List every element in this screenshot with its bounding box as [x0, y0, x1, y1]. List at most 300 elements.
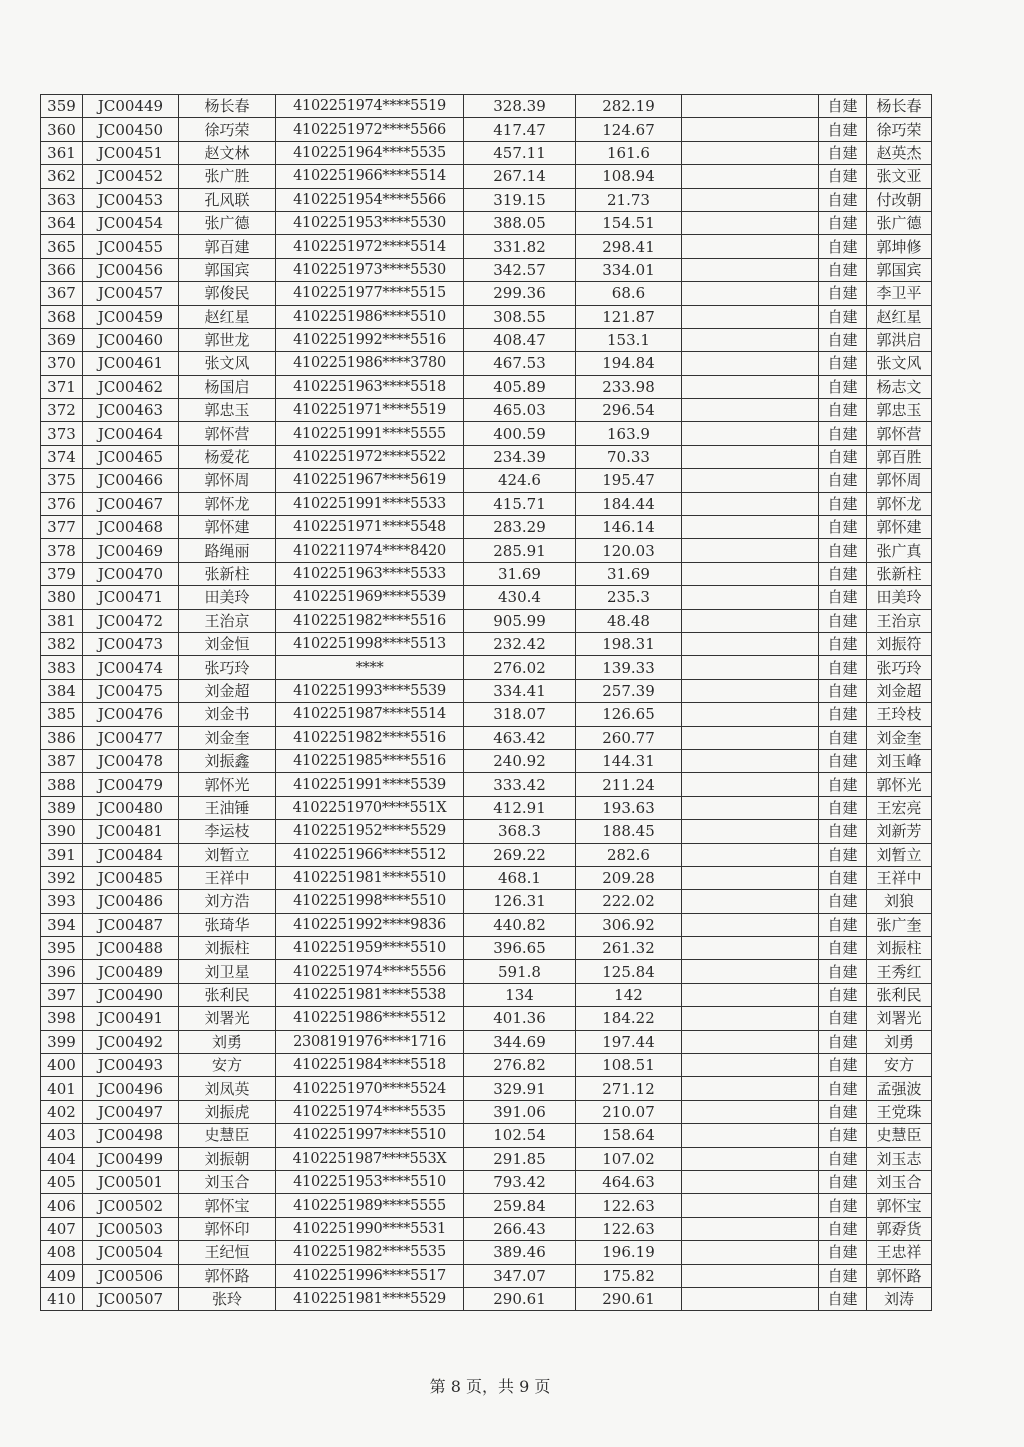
area-total-cell: 333.42 [464, 773, 576, 796]
builder-name-cell: 张文亚 [867, 165, 932, 188]
row-number-cell: 367 [41, 282, 83, 305]
area-total-cell: 408.47 [464, 328, 576, 351]
build-type-cell: 自建 [819, 1054, 867, 1077]
id-number-cell: 4102251986****5510 [276, 305, 464, 328]
record-code-cell: JC00476 [83, 703, 179, 726]
area-second-cell: 261.32 [576, 937, 682, 960]
owner-name-cell: 刘振朝 [179, 1147, 276, 1170]
remark-cell [682, 749, 819, 772]
area-total-cell: 299.36 [464, 282, 576, 305]
area-second-cell: 121.87 [576, 305, 682, 328]
row-number-cell: 404 [41, 1147, 83, 1170]
build-type-cell: 自建 [819, 866, 867, 889]
table-row [41, 679, 932, 702]
builder-name-cell: 郭坤修 [867, 235, 932, 258]
builder-name-cell: 刘暂立 [867, 843, 932, 866]
row-number-cell: 381 [41, 609, 83, 632]
row-number-cell: 400 [41, 1054, 83, 1077]
table-row [41, 1030, 932, 1053]
area-total-cell: 259.84 [464, 1194, 576, 1217]
record-code-cell: JC00454 [83, 211, 179, 234]
remark-cell [682, 679, 819, 702]
record-code-cell: JC00498 [83, 1124, 179, 1147]
owner-name-cell: 郭百建 [179, 235, 276, 258]
row-number-cell: 387 [41, 749, 83, 772]
build-type-cell: 自建 [819, 1287, 867, 1310]
owner-name-cell: 杨长春 [179, 95, 276, 118]
area-total-cell: 329.91 [464, 1077, 576, 1100]
build-type-cell: 自建 [819, 282, 867, 305]
area-total-cell: 368.3 [464, 820, 576, 843]
row-number-cell: 388 [41, 773, 83, 796]
area-total-cell: 102.54 [464, 1124, 576, 1147]
area-second-cell: 139.33 [576, 656, 682, 679]
area-second-cell: 48.48 [576, 609, 682, 632]
record-code-cell: JC00492 [83, 1030, 179, 1053]
id-number-cell: 4102251982****5516 [276, 609, 464, 632]
table-row [41, 516, 932, 539]
table-row [41, 820, 932, 843]
id-number-cell: 4102251970****551X [276, 796, 464, 819]
record-code-cell: JC00480 [83, 796, 179, 819]
remark-cell [682, 492, 819, 515]
id-number-cell: 4102251991****5539 [276, 773, 464, 796]
id-number-cell: 4102251990****5531 [276, 1217, 464, 1240]
area-total-cell: 388.05 [464, 211, 576, 234]
row-number-cell: 392 [41, 866, 83, 889]
area-total-cell: 396.65 [464, 937, 576, 960]
remark-cell [682, 399, 819, 422]
area-total-cell: 389.46 [464, 1241, 576, 1264]
id-number-cell: 4102251998****5513 [276, 632, 464, 655]
table-row [41, 1241, 932, 1264]
build-type-cell: 自建 [819, 539, 867, 562]
build-type-cell: 自建 [819, 328, 867, 351]
remark-cell [682, 1030, 819, 1053]
area-second-cell: 211.24 [576, 773, 682, 796]
id-number-cell: 4102251986****5512 [276, 1007, 464, 1030]
remark-cell [682, 1124, 819, 1147]
remark-cell [682, 820, 819, 843]
table-row [41, 1194, 932, 1217]
builder-name-cell: 王党珠 [867, 1100, 932, 1123]
table-row [41, 539, 932, 562]
build-type-cell: 自建 [819, 983, 867, 1006]
area-total-cell: 391.06 [464, 1100, 576, 1123]
area-total-cell: 328.39 [464, 95, 576, 118]
owner-name-cell: 王祥中 [179, 866, 276, 889]
build-type-cell: 自建 [819, 1170, 867, 1193]
id-number-cell: 4102251991****5533 [276, 492, 464, 515]
table-row [41, 843, 932, 866]
area-second-cell: 126.65 [576, 703, 682, 726]
area-total-cell: 290.61 [464, 1287, 576, 1310]
record-code-cell: JC00468 [83, 516, 179, 539]
row-number-cell: 396 [41, 960, 83, 983]
table-row [41, 1264, 932, 1287]
record-code-cell: JC00471 [83, 586, 179, 609]
table-row [41, 913, 932, 936]
record-code-cell: JC00486 [83, 890, 179, 913]
id-number-cell: 4102251981****5538 [276, 983, 464, 1006]
row-number-cell: 398 [41, 1007, 83, 1030]
record-code-cell: JC00477 [83, 726, 179, 749]
table-row [41, 1077, 932, 1100]
builder-name-cell: 杨长春 [867, 95, 932, 118]
row-number-cell: 363 [41, 188, 83, 211]
remark-cell [682, 539, 819, 562]
build-type-cell: 自建 [819, 609, 867, 632]
build-type-cell: 自建 [819, 1217, 867, 1240]
record-code-cell: JC00450 [83, 118, 179, 141]
area-total-cell: 347.07 [464, 1264, 576, 1287]
build-type-cell: 自建 [819, 960, 867, 983]
owner-name-cell: 李运枝 [179, 820, 276, 843]
record-code-cell: JC00457 [83, 282, 179, 305]
remark-cell [682, 913, 819, 936]
id-number-cell: **** [276, 656, 464, 679]
build-type-cell: 自建 [819, 1100, 867, 1123]
builder-name-cell: 郭怀周 [867, 469, 932, 492]
owner-name-cell: 郭国宾 [179, 258, 276, 281]
area-second-cell: 260.77 [576, 726, 682, 749]
record-code-cell: JC00460 [83, 328, 179, 351]
remark-cell [682, 726, 819, 749]
area-second-cell: 195.47 [576, 469, 682, 492]
remark-cell [682, 95, 819, 118]
area-total-cell: 318.07 [464, 703, 576, 726]
table-row [41, 328, 932, 351]
owner-name-cell: 杨爱花 [179, 445, 276, 468]
builder-name-cell: 赵英杰 [867, 141, 932, 164]
build-type-cell: 自建 [819, 492, 867, 515]
area-total-cell: 344.69 [464, 1030, 576, 1053]
area-second-cell: 210.07 [576, 1100, 682, 1123]
area-total-cell: 283.29 [464, 516, 576, 539]
builder-name-cell: 郭百胜 [867, 445, 932, 468]
id-number-cell: 4102251974****5519 [276, 95, 464, 118]
owner-name-cell: 刘勇 [179, 1030, 276, 1053]
id-number-cell: 4102251992****5516 [276, 328, 464, 351]
area-second-cell: 188.45 [576, 820, 682, 843]
remark-cell [682, 188, 819, 211]
owner-name-cell: 刘凤英 [179, 1077, 276, 1100]
area-total-cell: 331.82 [464, 235, 576, 258]
remark-cell [682, 562, 819, 585]
record-code-cell: JC00470 [83, 562, 179, 585]
record-code-cell: JC00491 [83, 1007, 179, 1030]
area-total-cell: 793.42 [464, 1170, 576, 1193]
area-second-cell: 235.3 [576, 586, 682, 609]
id-number-cell: 4102251963****5533 [276, 562, 464, 585]
id-number-cell: 4102251954****5566 [276, 188, 464, 211]
table-row [41, 749, 932, 772]
build-type-cell: 自建 [819, 445, 867, 468]
area-second-cell: 282.6 [576, 843, 682, 866]
area-total-cell: 417.47 [464, 118, 576, 141]
id-number-cell: 2308191976****1716 [276, 1030, 464, 1053]
table-row [41, 258, 932, 281]
owner-name-cell: 郭怀路 [179, 1264, 276, 1287]
table-row [41, 422, 932, 445]
area-total-cell: 232.42 [464, 632, 576, 655]
area-second-cell: 120.03 [576, 539, 682, 562]
row-number-cell: 374 [41, 445, 83, 468]
remark-cell [682, 586, 819, 609]
remark-cell [682, 1100, 819, 1123]
builder-name-cell: 刘金奎 [867, 726, 932, 749]
owner-name-cell: 郭世龙 [179, 328, 276, 351]
builder-name-cell: 孟强波 [867, 1077, 932, 1100]
owner-name-cell: 刘玉合 [179, 1170, 276, 1193]
remark-cell [682, 305, 819, 328]
page-footer: 第 8 页，共 9 页 [429, 1377, 551, 1396]
remark-cell [682, 609, 819, 632]
record-code-cell: JC00474 [83, 656, 179, 679]
record-code-cell: JC00490 [83, 983, 179, 1006]
area-second-cell: 122.63 [576, 1217, 682, 1240]
id-number-cell: 4102251987****553X [276, 1147, 464, 1170]
row-number-cell: 378 [41, 539, 83, 562]
owner-name-cell: 张文风 [179, 352, 276, 375]
build-type-cell: 自建 [819, 141, 867, 164]
area-total-cell: 240.92 [464, 749, 576, 772]
builder-name-cell: 刘玉志 [867, 1147, 932, 1170]
area-total-cell: 400.59 [464, 422, 576, 445]
table-row [41, 445, 932, 468]
remark-cell [682, 1287, 819, 1310]
remark-cell [682, 890, 819, 913]
table-row [41, 726, 932, 749]
build-type-cell: 自建 [819, 890, 867, 913]
table-row [41, 352, 932, 375]
table-row [41, 141, 932, 164]
builder-name-cell: 郭怀营 [867, 422, 932, 445]
remark-cell [682, 235, 819, 258]
owner-name-cell: 王油锤 [179, 796, 276, 819]
build-type-cell: 自建 [819, 118, 867, 141]
area-total-cell: 467.53 [464, 352, 576, 375]
row-number-cell: 385 [41, 703, 83, 726]
row-number-cell: 379 [41, 562, 83, 585]
owner-name-cell: 刘金奎 [179, 726, 276, 749]
id-number-cell: 4102251966****5514 [276, 165, 464, 188]
owner-name-cell: 郭怀建 [179, 516, 276, 539]
record-code-cell: JC00461 [83, 352, 179, 375]
build-type-cell: 自建 [819, 188, 867, 211]
row-number-cell: 370 [41, 352, 83, 375]
build-type-cell: 自建 [819, 1264, 867, 1287]
id-number-cell: 4102211974****8420 [276, 539, 464, 562]
table-row [41, 211, 932, 234]
table-row [41, 165, 932, 188]
remark-cell [682, 1054, 819, 1077]
row-number-cell: 372 [41, 399, 83, 422]
id-number-cell: 4102251970****5524 [276, 1077, 464, 1100]
record-code-cell: JC00506 [83, 1264, 179, 1287]
area-total-cell: 134 [464, 983, 576, 1006]
owner-name-cell: 张玲 [179, 1287, 276, 1310]
remark-cell [682, 211, 819, 234]
remark-cell [682, 1194, 819, 1217]
id-number-cell: 4102251984****5518 [276, 1054, 464, 1077]
build-type-cell: 自建 [819, 703, 867, 726]
area-total-cell: 440.82 [464, 913, 576, 936]
table-row [41, 1100, 932, 1123]
row-number-cell: 391 [41, 843, 83, 866]
builder-name-cell: 刘新芳 [867, 820, 932, 843]
row-number-cell: 395 [41, 937, 83, 960]
table-row [41, 1287, 932, 1310]
remark-cell [682, 469, 819, 492]
build-type-cell: 自建 [819, 422, 867, 445]
owner-name-cell: 徐巧荣 [179, 118, 276, 141]
builder-name-cell: 张巧玲 [867, 656, 932, 679]
area-total-cell: 463.42 [464, 726, 576, 749]
build-type-cell: 自建 [819, 937, 867, 960]
id-number-cell: 4102251982****5535 [276, 1241, 464, 1264]
builder-name-cell: 郭国宾 [867, 258, 932, 281]
area-second-cell: 124.67 [576, 118, 682, 141]
id-number-cell: 4102251991****5555 [276, 422, 464, 445]
area-total-cell: 342.57 [464, 258, 576, 281]
id-number-cell: 4102251963****5518 [276, 375, 464, 398]
id-number-cell: 4102251972****5514 [276, 235, 464, 258]
area-second-cell: 464.63 [576, 1170, 682, 1193]
id-number-cell: 4102251997****5510 [276, 1124, 464, 1147]
build-type-cell: 自建 [819, 656, 867, 679]
remark-cell [682, 796, 819, 819]
area-total-cell: 591.8 [464, 960, 576, 983]
row-number-cell: 402 [41, 1100, 83, 1123]
build-type-cell: 自建 [819, 632, 867, 655]
builder-name-cell: 刘勇 [867, 1030, 932, 1053]
build-type-cell: 自建 [819, 773, 867, 796]
builder-name-cell: 郭孬货 [867, 1217, 932, 1240]
build-type-cell: 自建 [819, 796, 867, 819]
area-second-cell: 290.61 [576, 1287, 682, 1310]
id-number-cell: 4102251977****5515 [276, 282, 464, 305]
build-type-cell: 自建 [819, 258, 867, 281]
area-second-cell: 153.1 [576, 328, 682, 351]
id-number-cell: 4102251993****5539 [276, 679, 464, 702]
area-second-cell: 144.31 [576, 749, 682, 772]
record-code-cell: JC00463 [83, 399, 179, 422]
table-row [41, 890, 932, 913]
row-number-cell: 403 [41, 1124, 83, 1147]
builder-name-cell: 张广德 [867, 211, 932, 234]
record-code-cell: JC00478 [83, 749, 179, 772]
build-type-cell: 自建 [819, 726, 867, 749]
record-code-cell: JC00493 [83, 1054, 179, 1077]
row-number-cell: 369 [41, 328, 83, 351]
area-second-cell: 154.51 [576, 211, 682, 234]
table-row [41, 796, 932, 819]
id-number-cell: 4102251987****5514 [276, 703, 464, 726]
id-number-cell: 4102251973****5530 [276, 258, 464, 281]
row-number-cell: 406 [41, 1194, 83, 1217]
owner-name-cell: 刘金超 [179, 679, 276, 702]
table-row [41, 866, 932, 889]
area-total-cell: 267.14 [464, 165, 576, 188]
builder-name-cell: 王祥中 [867, 866, 932, 889]
row-number-cell: 362 [41, 165, 83, 188]
record-code-cell: JC00487 [83, 913, 179, 936]
row-number-cell: 375 [41, 469, 83, 492]
id-number-cell: 4102251989****5555 [276, 1194, 464, 1217]
builder-name-cell: 刘金超 [867, 679, 932, 702]
area-second-cell: 222.02 [576, 890, 682, 913]
owner-name-cell: 郭怀印 [179, 1217, 276, 1240]
area-total-cell: 285.91 [464, 539, 576, 562]
table-row [41, 983, 932, 1006]
remark-cell [682, 516, 819, 539]
id-number-cell: 4102251953****5510 [276, 1170, 464, 1193]
builder-name-cell: 郭洪启 [867, 328, 932, 351]
remark-cell [682, 960, 819, 983]
table-row [41, 1170, 932, 1193]
record-code-cell: JC00473 [83, 632, 179, 655]
area-second-cell: 163.9 [576, 422, 682, 445]
id-number-cell: 4102251967****5619 [276, 469, 464, 492]
build-type-cell: 自建 [819, 165, 867, 188]
table-row [41, 95, 932, 118]
record-code-cell: JC00467 [83, 492, 179, 515]
builder-name-cell: 王秀红 [867, 960, 932, 983]
builder-name-cell: 王治京 [867, 609, 932, 632]
table-row [41, 375, 932, 398]
table-row [41, 1124, 932, 1147]
record-code-cell: JC00452 [83, 165, 179, 188]
remark-cell [682, 1241, 819, 1264]
area-total-cell: 405.89 [464, 375, 576, 398]
owner-name-cell: 王治京 [179, 609, 276, 632]
owner-name-cell: 刘方浩 [179, 890, 276, 913]
records-table [40, 94, 932, 1311]
area-total-cell: 430.4 [464, 586, 576, 609]
area-total-cell: 308.55 [464, 305, 576, 328]
record-code-cell: JC00501 [83, 1170, 179, 1193]
record-code-cell: JC00455 [83, 235, 179, 258]
id-number-cell: 4102251996****5517 [276, 1264, 464, 1287]
area-total-cell: 234.39 [464, 445, 576, 468]
area-second-cell: 184.44 [576, 492, 682, 515]
remark-cell [682, 352, 819, 375]
build-type-cell: 自建 [819, 843, 867, 866]
row-number-cell: 394 [41, 913, 83, 936]
builder-name-cell: 张广真 [867, 539, 932, 562]
build-type-cell: 自建 [819, 913, 867, 936]
row-number-cell: 366 [41, 258, 83, 281]
remark-cell [682, 1147, 819, 1170]
area-total-cell: 415.71 [464, 492, 576, 515]
table-body [41, 95, 932, 1311]
table-row [41, 586, 932, 609]
table-row [41, 703, 932, 726]
builder-name-cell: 刘涛 [867, 1287, 932, 1310]
builder-name-cell: 张利民 [867, 983, 932, 1006]
record-code-cell: JC00496 [83, 1077, 179, 1100]
builder-name-cell: 刘玉峰 [867, 749, 932, 772]
remark-cell [682, 983, 819, 1006]
record-code-cell: JC00456 [83, 258, 179, 281]
row-number-cell: 407 [41, 1217, 83, 1240]
area-second-cell: 193.63 [576, 796, 682, 819]
build-type-cell: 自建 [819, 1007, 867, 1030]
area-total-cell: 424.6 [464, 469, 576, 492]
builder-name-cell: 刘振符 [867, 632, 932, 655]
owner-name-cell: 刘卫星 [179, 960, 276, 983]
